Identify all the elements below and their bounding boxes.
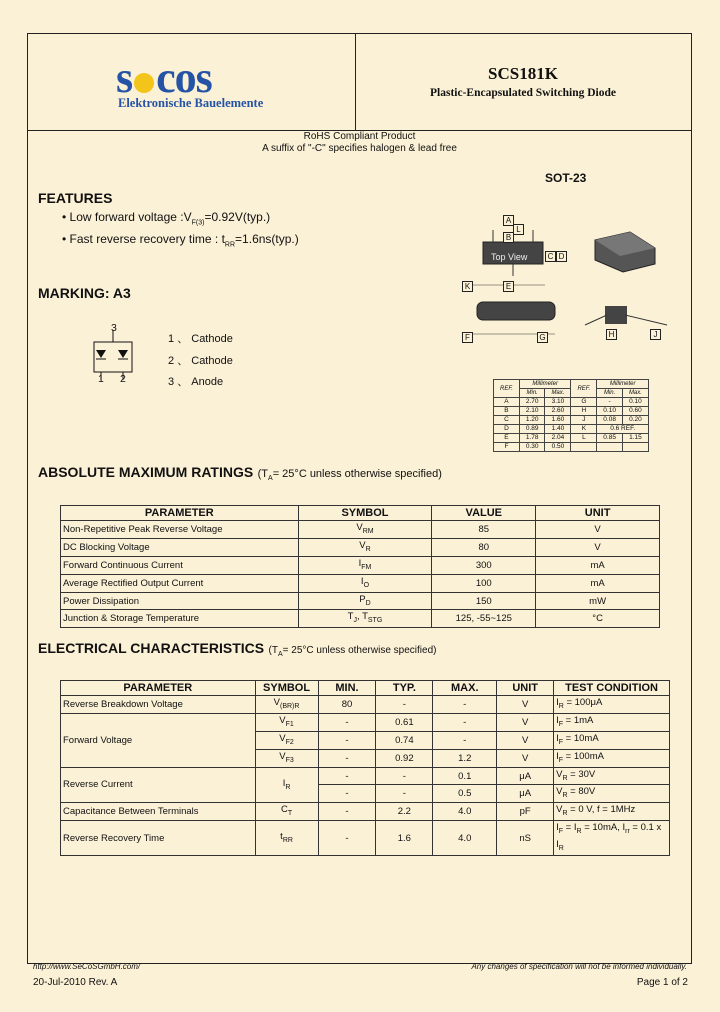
dim-cell: 3.10 <box>545 398 571 407</box>
value-cell: 300 <box>432 556 536 574</box>
dim-cell: K <box>571 425 597 434</box>
param-cell: Forward Continuous Current <box>61 556 299 574</box>
min-cell: - <box>318 713 376 731</box>
dim-cell: F <box>494 443 520 452</box>
halogen-note: A suffix of "-C" specifies halogen & lead free <box>262 143 457 154</box>
dim-cell: 1.40 <box>545 425 571 434</box>
feature-item: • Low forward voltage $:V_{F(3)}=0.92V(typ.)$ <box>62 210 271 227</box>
features-list <box>62 209 299 254</box>
param-cell: Average Rectified Output Current <box>61 574 299 592</box>
max-cell: - <box>433 731 497 749</box>
param-cell: Junction & Storage Temperature <box>61 610 299 628</box>
typ-cell: - <box>376 696 433 714</box>
symbol-cell: $I_{FM}$ <box>298 556 432 574</box>
dim-cell: 2.60 <box>545 407 571 416</box>
symbol-cell: $I_R$ <box>255 767 318 803</box>
product-subtitle: Plastic-Encapsulated Switching Diode <box>430 87 616 99</box>
symbol-cell: $t_{RR}$ <box>255 821 318 856</box>
typ-cell: 0.61 <box>376 713 433 731</box>
abs-max-heading <box>38 464 442 482</box>
elec-table <box>60 680 670 856</box>
marking-title: MARKING: A3 <box>38 285 131 301</box>
symbol-cell: $I_O$ <box>298 574 432 592</box>
dim-box-k: K <box>462 281 473 292</box>
logo-panel <box>28 34 356 131</box>
package-label: SOT-23 <box>545 171 587 185</box>
min-cell: - <box>318 767 376 785</box>
typ-cell: 2.2 <box>376 803 433 821</box>
dim-cell: 0.50 <box>545 443 571 452</box>
abs-max-title: ABSOLUTE MAXIMUM RATINGS <box>38 464 254 480</box>
part-number: SCS181K <box>488 64 558 83</box>
dim-cell: 0.10 <box>597 407 623 416</box>
dim-cell: - <box>597 398 623 407</box>
dimension-table <box>493 379 649 452</box>
dim-box-f: F <box>462 332 473 343</box>
dim-box-l: L <box>513 224 524 235</box>
dim-row <box>494 425 649 434</box>
dim-cell: L <box>571 434 597 443</box>
abs-max-row <box>61 574 660 592</box>
dim-cell: 1.20 <box>519 416 545 425</box>
max-cell: - <box>433 696 497 714</box>
value-cell: 150 <box>432 592 536 610</box>
dim-cell: 2.04 <box>545 434 571 443</box>
abs-max-row <box>61 610 660 628</box>
unit-cell: V <box>497 731 554 749</box>
symbol-cell: $V_{F2}$ <box>255 731 318 749</box>
logo-tagline: Elektronische Bauelemente <box>118 96 264 110</box>
dim-cell: 1.78 <box>519 434 545 443</box>
unit-cell: mA <box>536 556 660 574</box>
dim-cell: B <box>494 407 520 416</box>
rohs-note: RoHS Compliant Product <box>303 131 416 142</box>
dim-row <box>494 407 649 416</box>
unit-cell: mW <box>536 592 660 610</box>
footer-date: 20-Jul-2010 Rev. A <box>33 977 118 988</box>
dim-cell: 2.70 <box>519 398 545 407</box>
min-cell: 80 <box>318 696 376 714</box>
dim-cell: C <box>494 416 520 425</box>
param-cell: Reverse Recovery Time <box>61 821 256 856</box>
pin-item: 1 、 Cathode <box>168 333 233 345</box>
elec-row <box>61 821 670 856</box>
symbol-cell: $V_{RM}$ <box>298 521 432 539</box>
symbol-cell: $T_J$, $T_{STG}$ <box>298 610 432 628</box>
min-cell: - <box>318 821 376 856</box>
symbol-cell: $C_T$ <box>255 803 318 821</box>
pin-label-2: 2 <box>120 373 126 385</box>
dim-cell: D <box>494 425 520 434</box>
dim-box-a: A <box>503 215 514 226</box>
unit-cell: μA <box>497 767 554 785</box>
dim-cell: 0.6 REF. <box>597 425 649 434</box>
footer-url[interactable]: http://www.SeCoSGmbH.com/ <box>33 962 141 971</box>
footer-page: Page 1 of 2 <box>636 977 688 988</box>
dim-box-h: H <box>606 329 617 340</box>
dim-cell: 0.85 <box>597 434 623 443</box>
abs-max-row <box>61 592 660 610</box>
dim-cell: 0.10 <box>622 398 648 407</box>
pin-label-1: 1 <box>98 373 104 385</box>
test-condition-cell: $V_R = 80V$ <box>554 785 670 803</box>
param-cell: Reverse Breakdown Voltage <box>61 696 256 714</box>
symbol-cell: $V_{(BR)R}$ <box>255 696 318 714</box>
min-cell: - <box>318 803 376 821</box>
unit-cell: pF <box>497 803 554 821</box>
dim-cell <box>597 443 623 452</box>
typ-cell: 0.92 <box>376 749 433 767</box>
top-view-label: Top View <box>491 252 528 262</box>
elec-row <box>61 767 670 785</box>
unit-cell: V <box>497 696 554 714</box>
dim-cell: J <box>571 416 597 425</box>
test-condition-cell: $I_R = 100\mu A$ <box>554 696 670 714</box>
unit-cell: μA <box>497 785 554 803</box>
unit-cell: V <box>536 521 660 539</box>
logo-dot <box>134 73 154 93</box>
typ-cell: - <box>376 767 433 785</box>
dim-cell: G <box>571 398 597 407</box>
elec-row <box>61 696 670 714</box>
param-cell: Forward Voltage <box>61 713 256 767</box>
unit-cell: V <box>497 713 554 731</box>
abs-max-row <box>61 538 660 556</box>
dim-box-g: G <box>537 332 548 343</box>
elec-condition: ($T_A= 25^\circ C$ unless otherwise specified) <box>268 645 437 658</box>
dim-cell: 0.30 <box>519 443 545 452</box>
test-condition-cell: $I_F = 100mA$ <box>554 749 670 767</box>
value-cell: 100 <box>432 574 536 592</box>
dim-box-e: E <box>503 281 514 292</box>
unit-cell: V <box>536 538 660 556</box>
test-condition-cell: $I_F = I_R = 10mA$, $I_{rr} = 0.1$ x $I_R$ <box>554 821 670 856</box>
dim-cell: A <box>494 398 520 407</box>
abs-max-row <box>61 521 660 539</box>
typ-cell: - <box>376 785 433 803</box>
dim-cell: 1.60 <box>545 416 571 425</box>
dim-box-c: C <box>545 251 556 262</box>
abs-max-table <box>60 505 660 628</box>
symbol-cell: $V_R$ <box>298 538 432 556</box>
max-cell: 1.2 <box>433 749 497 767</box>
dim-cell: E <box>494 434 520 443</box>
feature-item: • Fast reverse recovery time : $t_{RR}=1.6ns(typ.)$ <box>62 232 299 249</box>
unit-cell: V <box>497 749 554 767</box>
test-condition-cell: $I_F = 1mA$ <box>554 713 670 731</box>
dim-cell: 0.89 <box>519 425 545 434</box>
abs-max-condition: ($T_A= 25^\circ C$ unless otherwise specified) <box>257 468 442 483</box>
value-cell: 125, -55~125 <box>432 610 536 628</box>
symbol-cell: $V_{F1}$ <box>255 713 318 731</box>
max-cell: 0.1 <box>433 767 497 785</box>
pin-item: 2 、 Cathode <box>168 354 233 367</box>
title-panel <box>355 34 691 131</box>
unit-cell: mA <box>536 574 660 592</box>
dim-row <box>494 416 649 425</box>
pin-list <box>168 329 233 394</box>
min-cell: - <box>318 785 376 803</box>
pin-label-3: 3 <box>111 322 117 334</box>
min-cell: - <box>318 749 376 767</box>
secos-logo: s cos <box>116 53 212 102</box>
test-condition-cell: $V_R = 0$ V, f = 1MHz <box>554 803 670 821</box>
elec-title: ELECTRICAL CHARACTERISTICS <box>38 640 265 656</box>
elec-row <box>61 713 670 731</box>
dim-cell: 1.15 <box>622 434 648 443</box>
max-cell: 4.0 <box>433 821 497 856</box>
param-cell: Power Dissipation <box>61 592 299 610</box>
max-cell: 0.5 <box>433 785 497 803</box>
dim-box-j: J <box>650 329 661 340</box>
max-cell: 4.0 <box>433 803 497 821</box>
dim-cell <box>622 443 648 452</box>
dim-cell <box>571 443 597 452</box>
param-cell: Reverse Current <box>61 767 256 803</box>
test-condition-cell: $V_R = 30V$ <box>554 767 670 785</box>
elec-row <box>61 803 670 821</box>
param-cell: Capacitance Between Terminals <box>61 803 256 821</box>
dim-cell: 0.20 <box>622 416 648 425</box>
dim-header-row: REF. Millimeter REF. Millimeter <box>494 380 649 389</box>
typ-cell: 0.74 <box>376 731 433 749</box>
min-cell: - <box>318 731 376 749</box>
elec-heading <box>38 640 436 658</box>
elec-header-row: PARAMETER SYMBOL MIN. TYP. MAX. UNIT TEST CONDITION <box>61 681 670 696</box>
dim-box-b: B <box>503 232 514 243</box>
test-condition-cell: $I_F = 10mA$ <box>554 731 670 749</box>
dim-cell: 0.08 <box>597 416 623 425</box>
param-cell: Non-Repetitive Peak Reverse Voltage <box>61 521 299 539</box>
value-cell: 80 <box>432 538 536 556</box>
dim-cell: H <box>571 407 597 416</box>
dim-box-d: D <box>556 251 567 262</box>
symbol-cell: $P_D$ <box>298 592 432 610</box>
max-cell: - <box>433 713 497 731</box>
dim-row <box>494 443 649 452</box>
pin-item: 3 、 Anode <box>168 376 224 388</box>
dim-row <box>494 434 649 443</box>
abs-max-header-row: PARAMETER SYMBOL VALUE UNIT <box>61 506 660 521</box>
typ-cell: 1.6 <box>376 821 433 856</box>
value-cell: 85 <box>432 521 536 539</box>
symbol-cell: $V_{F3}$ <box>255 749 318 767</box>
footer-notice: Any changes of specification will not be informed individually. <box>471 962 687 971</box>
abs-max-row <box>61 556 660 574</box>
dim-cell: 2.10 <box>519 407 545 416</box>
dim-subheader-row: Min. Max. Min. Max. <box>494 389 649 398</box>
dim-row <box>494 398 649 407</box>
features-title: FEATURES <box>38 190 113 206</box>
package-outline-drawing <box>455 210 685 345</box>
param-cell: DC Blocking Voltage <box>61 538 299 556</box>
dim-cell: 0.60 <box>622 407 648 416</box>
unit-cell: nS <box>497 821 554 856</box>
unit-cell: °C <box>536 610 660 628</box>
